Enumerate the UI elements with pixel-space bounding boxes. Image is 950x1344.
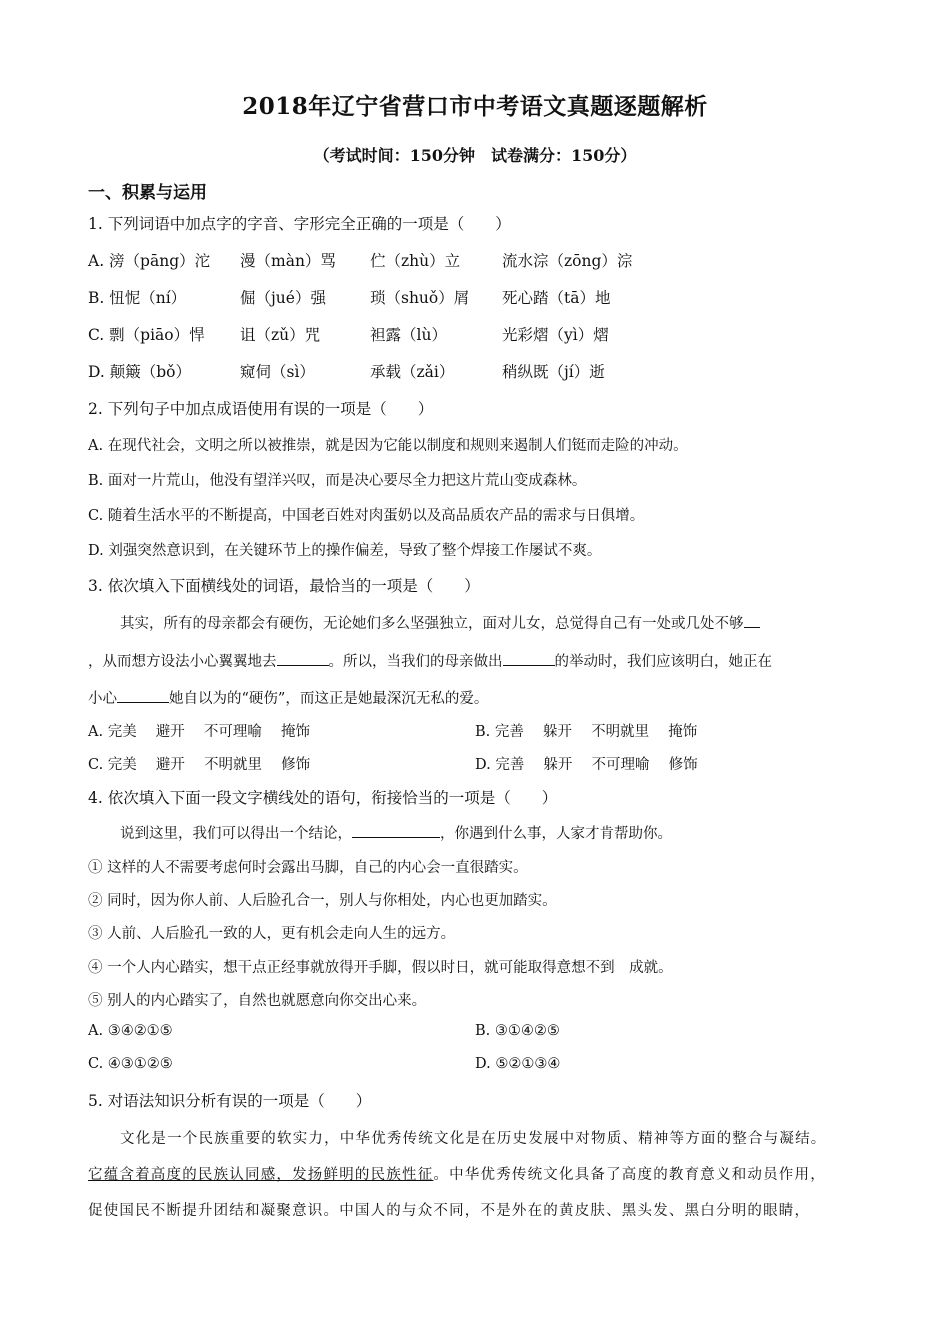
q3-passage-text2a: ，从而想方设法小心翼翼地去 bbox=[88, 654, 277, 670]
q3-blank-2 bbox=[277, 651, 329, 666]
q3-passage-text3b: 她自以为的“硬伤”，而这正是她最深沉无私的爱。 bbox=[169, 691, 489, 707]
q1-option-b-word2: 倔（jué）强 bbox=[240, 289, 326, 307]
q1-option-d-word4: 稍纵既（jí）逝 bbox=[502, 363, 605, 381]
q1-option-c-word4: 光彩熠（yì）熠 bbox=[502, 326, 609, 344]
q1-option-b-word4: 死心踏（tā）地 bbox=[502, 289, 611, 307]
question-4-option-c: C. ④③①②⑤ bbox=[88, 1056, 173, 1072]
question-2-option-d: D. 刘强突然意识到，在关键环节上的操作偏差，导致了整个焊接工作屡试不爽。 bbox=[88, 543, 602, 559]
q1-option-a-word4: 流水淙（zōng）淙 bbox=[502, 252, 633, 270]
q3-blank-4 bbox=[117, 688, 169, 703]
question-2-option-c: C. 随着生活水平的不断提高，中国老百姓对肉蛋奶以及高品质农产品的需求与日俱增。 bbox=[88, 508, 645, 524]
question-3-option-b: B. 完善 躲开 不明就里 掩饰 bbox=[475, 724, 698, 740]
question-2-option-b: B. 面对一片荒山，他没有望洋兴叹，而是决心要尽全力把这片荒山变成森林。 bbox=[88, 473, 587, 489]
question-2-option-a: A. 在现代社会，文明之所以被推崇，就是因为它能以制度和规则来遏制人们铤而走险的冲动。 bbox=[88, 438, 688, 454]
page-title: 2018年辽宁省营口市中考语文真题逐题解析 bbox=[242, 93, 708, 120]
q1-option-b-word3: 琐（shuǒ）屑 bbox=[370, 289, 470, 307]
question-4-stem: 4. 依次填入下面一段文字横线处的语句，衔接恰当的一项是（ ） bbox=[88, 789, 558, 807]
q1-option-c-word3: 袒露（lù） bbox=[370, 326, 447, 344]
question-4-item-3: ③ 人前、人后脸孔一致的人，更有机会走向人生的远方。 bbox=[88, 926, 456, 942]
question-4-item-1: ① 这样的人不需要考虑何时会露出马脚，自己的内心会一直很踏实。 bbox=[88, 860, 528, 876]
question-5-passage-line2 bbox=[88, 1163, 826, 1184]
question-3-option-c: C. 完美 避开 不明就里 修饰 bbox=[88, 757, 311, 773]
question-3-stem: 3. 依次填入下面横线处的词语，最恰当的一项是（ ） bbox=[88, 577, 480, 595]
q1-option-a-word2: 漫（màn）骂 bbox=[240, 252, 336, 270]
q5-passage-text2: 。中华优秀传统文化具备了高度的教育意义和动员作用， bbox=[433, 1167, 826, 1183]
q3-passage-text2b: 。所以，当我们的母亲做出 bbox=[328, 654, 503, 670]
question-5-passage-line3: 促使国民不断提升团结和凝聚意识。中国人的与众不同，不是外在的黄皮肤、黑头发、黑白分明的眼睛， bbox=[88, 1203, 811, 1219]
question-5-passage-line1: 文化是一个民族重要的软实力，中华优秀传统文化是在历史发展中对物质、精神等方面的整合与凝结。 bbox=[120, 1131, 827, 1147]
question-1-stem: 1. 下列词语中加点字的字音、字形完全正确的一项是（ ） bbox=[88, 215, 511, 233]
q1-option-d-word3: 承载（zǎi） bbox=[370, 363, 455, 381]
question-4-passage bbox=[120, 822, 672, 843]
question-2-stem: 2. 下列句子中加点成语使用有误的一项是（ ） bbox=[88, 400, 434, 418]
q1-option-d-word1: D. 颠簸（bǒ） bbox=[88, 363, 191, 381]
q4-passage-text2: ，你遇到什么事，人家才肯帮助你。 bbox=[440, 826, 672, 842]
q4-blank bbox=[352, 823, 440, 838]
q1-option-c-word2: 诅（zǔ）咒 bbox=[240, 326, 321, 344]
question-5-stem: 5. 对语法知识分析有误的一项是（ ） bbox=[88, 1092, 372, 1110]
question-3-passage-line2 bbox=[88, 650, 772, 671]
question-4-item-5: ⑤ 别人的内心踏实了，自然也就愿意向你交出心来。 bbox=[88, 993, 427, 1009]
question-3-passage-line1 bbox=[120, 612, 760, 633]
q1-option-b-word1: B. 忸怩（ní） bbox=[88, 289, 187, 307]
q1-option-d-word2: 窥伺（sì） bbox=[240, 363, 315, 381]
question-3-passage-line3 bbox=[88, 687, 488, 708]
q1-option-a-word1: A. 滂（pāng）沱 bbox=[88, 252, 211, 270]
exam-info: （考试时间：150分钟 试卷满分：150分） bbox=[313, 146, 637, 165]
section-heading: 一、积累与运用 bbox=[88, 183, 207, 203]
q3-passage-text2c: 的举动时，我们应该明白，她正在 bbox=[554, 654, 772, 670]
q4-passage-text1: 说到这里，我们可以得出一个结论， bbox=[120, 826, 352, 842]
question-4-item-2: ② 同时，因为你人前、人后脸孔合一，别人与你相处，内心也更加踏实。 bbox=[88, 893, 557, 909]
q1-option-c-word1: C. 剽（piāo）悍 bbox=[88, 326, 205, 344]
question-3-option-a: A. 完美 避开 不可理喻 掩饰 bbox=[88, 724, 311, 740]
q3-blank-1 bbox=[744, 613, 760, 628]
q5-underlined-sentence: 它蕴含着高度的民族认同感，发扬鲜明的民族性征 bbox=[88, 1167, 434, 1183]
q3-passage-text1: 其实，所有的母亲都会有硬伤，无论她们多么坚强独立，面对儿女，总觉得自己有一处或几处不够 bbox=[120, 616, 744, 632]
question-4-item-4: ④ 一个人内心踏实，想干点正经事就放得开手脚，假以时日，就可能取得意想不到 成就。 bbox=[88, 960, 673, 976]
q3-blank-3 bbox=[503, 651, 555, 666]
question-4-option-a: A. ③④②①⑤ bbox=[88, 1023, 173, 1039]
question-4-option-d: D. ⑤②①③④ bbox=[475, 1056, 561, 1072]
q1-option-a-word3: 伫（zhù）立 bbox=[370, 252, 461, 270]
q3-passage-text3a: 小心 bbox=[88, 691, 117, 707]
question-4-option-b: B. ③①④②⑤ bbox=[475, 1023, 560, 1039]
question-3-option-d: D. 完善 躲开 不可理喻 修饰 bbox=[475, 757, 698, 773]
